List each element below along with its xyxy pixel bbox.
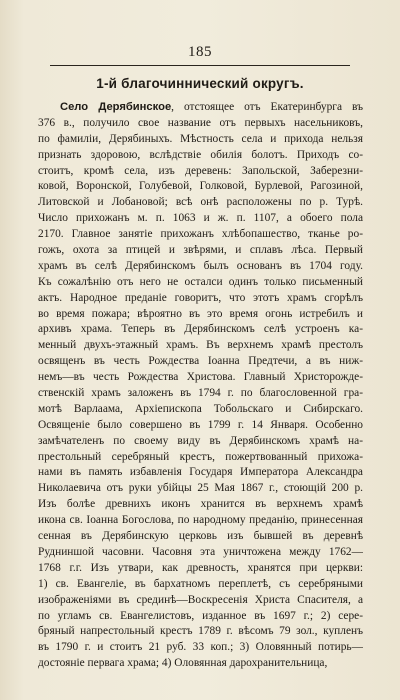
text-line: во время пожара; вѣроятно въ это время огонь истребилъ и (38, 307, 363, 320)
text-line: икона св. Іоанна Богослова, по народному преданію, принесенная (38, 514, 363, 527)
text-line: Николаевича отъ руки убійцы 25 Мая 1867 г., стоющій 200 р. (38, 482, 363, 495)
text-line: 1768 г.г. Изъ утвари, как древность, хранятся при церкви: (38, 561, 363, 574)
text-line: признать здоровою, вслѣдствіе обилія болотъ. Приходъ со- (38, 148, 363, 161)
text-line: 2170. Главное занятіе прихожанъ хлѣбопашество, тканье ро- (38, 228, 363, 241)
text-line: Село Дерябинское, отстоящее отъ Екатеринбурга въ (60, 101, 363, 113)
header-rule (50, 65, 350, 66)
text-line: стоитъ, кромѣ села, изъ деревень: Запольской, Заберезни- (38, 164, 363, 177)
body-paragraph (38, 100, 363, 672)
text-line: изображеніями въ срединѣ—Воскресенія Христа Спасителя, а (38, 593, 363, 606)
text-line: немъ—въ честь Рождества Христова. Главный Христорожде- (38, 371, 363, 384)
text-line: Число прихожанъ м. п. 1063 и ж. п. 1107, а обоего пола (38, 212, 363, 225)
section-heading: 1-й благочиннический округъ. (96, 76, 304, 91)
text-line: ственскій храмъ заложенъ въ 1794 г. по благословенной гра- (38, 387, 363, 400)
text-line: Изъ болѣе древнихъ иконъ хранится въ верхнемъ храмѣ (38, 498, 363, 511)
text-line: гожъ, охота за птицей и звѣрями, и сплавъ лѣса. Первый (38, 244, 363, 257)
text-line: архивъ храма. Теперь въ Дерябинскомъ селѣ устроенъ ка- (38, 323, 363, 336)
text-line: престольный серебряный крестъ, пожертвованный прихожа- (38, 450, 363, 463)
text-line: актъ. Народное преданіе говоритъ, что этотъ храмъ сгорѣлъ (38, 291, 363, 304)
text-line: замѣчателенъ по своему виду въ Дерябинскомъ храмѣ на- (38, 434, 363, 447)
text-line: по угламъ св. Евангелистовъ, изданное въ 1697 г.; 2) сере- (38, 609, 363, 622)
text-line: Литовской и Лобановой; всѣ онѣ расположены по р. Турѣ. (38, 196, 363, 209)
text-line: Рудниншой часовни. Часовня эта уничтожена между 1762— (38, 545, 363, 558)
page-number: 185 (188, 44, 212, 60)
text-line: Къ сожалѣнію отъ него не осталси одинъ только письменный (38, 275, 363, 288)
text-line: освященъ въ честь Рождества Іоанна Предтечи, а въ ниж- (38, 355, 363, 368)
text-line: въ 1790 г. и стоитъ 21 руб. 33 коп.; 3) Оловянный потирь— (38, 641, 363, 654)
text-line: менный двухъ-этажный храмъ. Въ верхнемъ храмѣ престолъ (38, 339, 363, 352)
village-name: Село Дерябинское (60, 101, 172, 113)
text-line: храмъ въ селѣ Дерябинскомъ былъ основанъ въ 1704 году. (38, 259, 363, 272)
text-line: достояніе первага храма; 4) Оловянная дарохранительница, (38, 657, 328, 670)
text-line: нами въ память избавленія Государя Императора Александра (38, 466, 363, 479)
text-line: сенная въ Дерябинскую церковь изъ бывшей въ деревнѣ (38, 530, 363, 543)
text-line: бряный напрестольный крестъ 1789 г. вѣсомъ 79 зол., купленъ (38, 625, 363, 638)
text-line: мотѣ Варлаама, Архіепископа Тобольскаго и Сибирскаго. (38, 402, 363, 415)
text-line: 1) св. Евангеліе, въ бархатномъ переплетѣ, съ серебряными (38, 577, 363, 590)
text-line: ковой, Воронской, Голубевой, Голковой, Бурлевой, Рагозиной, (38, 180, 363, 193)
text-line: 376 в., получило свое название отъ первыхъ насельниковъ, (38, 116, 363, 129)
text-line: Освященіе было совершено въ 1799 г. 14 Января. Особенно (38, 418, 363, 431)
text-line: по фамиліи, Дерябиныхъ. Мѣстность села и прихода нельзя (38, 132, 363, 145)
